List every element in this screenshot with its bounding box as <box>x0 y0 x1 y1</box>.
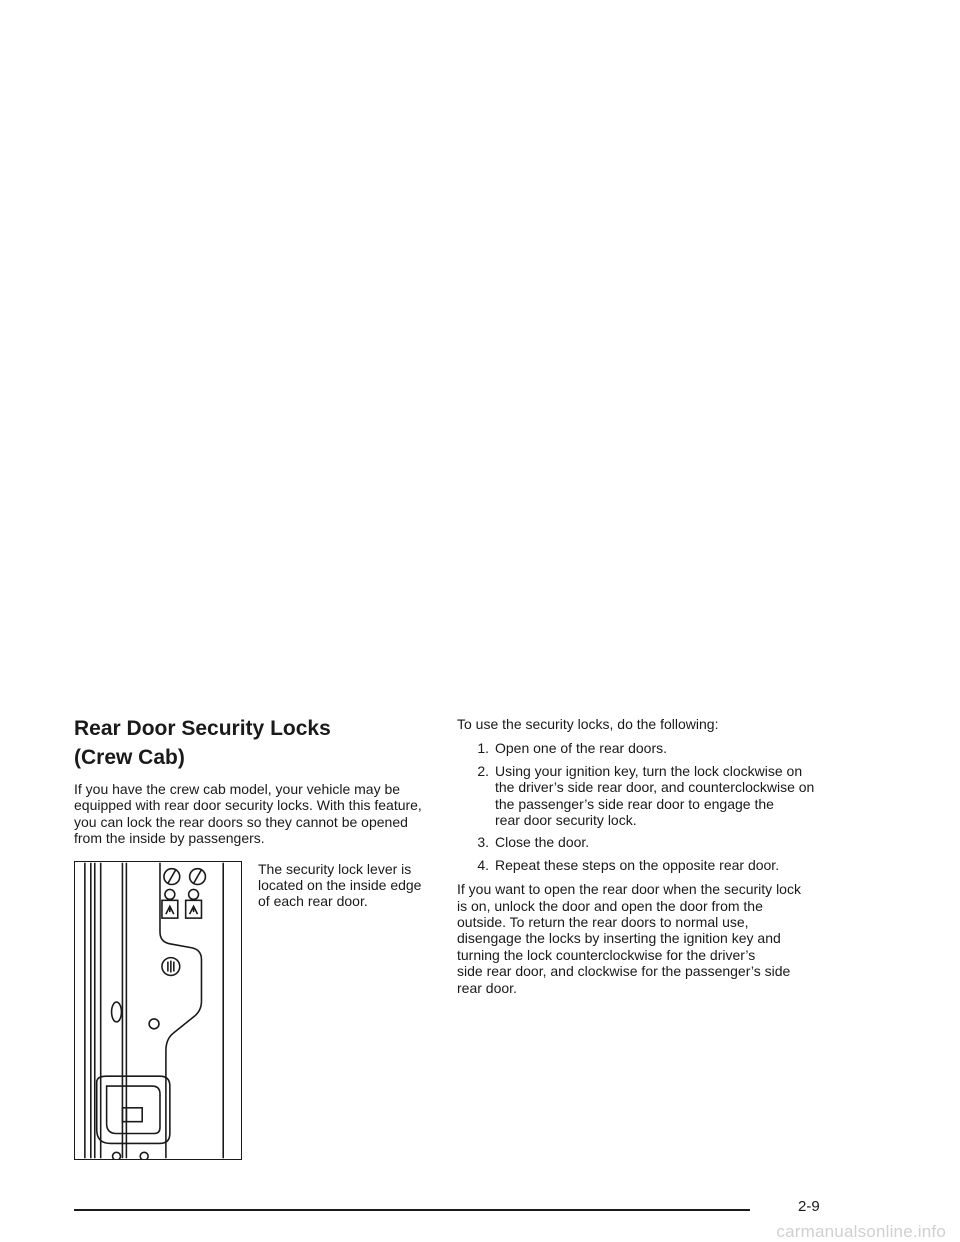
step-text: Close the door. <box>495 834 590 851</box>
list-item <box>457 763 832 829</box>
step-text: Open one of the rear doors. <box>495 740 667 757</box>
step-text: Repeat these steps on the opposite rear door. <box>495 856 780 873</box>
instructions-intro: To use the security locks, do the following: <box>457 716 719 732</box>
section-heading <box>74 714 444 772</box>
instruction-steps <box>457 740 832 873</box>
step-number: 4. <box>477 856 489 873</box>
list-item <box>457 834 832 850</box>
step-number: 3. <box>477 834 489 851</box>
right-column <box>457 716 832 996</box>
door-edge-drawing-icon <box>75 862 241 1159</box>
closing-paragraph: If you want to open the rear door when the security lock is on, unlock the door and open the door from the outside. To return the rear doors to normal use, disengage the locks by inserting the ignition key and turning the lock counterclockwise for the driver’s side rear door, and clockwise for the passenger’s side rear door. <box>457 881 801 996</box>
watermark: carmanualsonline.info <box>776 1222 946 1241</box>
heading-line-1: Rear Door Security Locks <box>74 717 331 740</box>
footer-rule <box>74 1209 750 1211</box>
heading-line-2: (Crew Cab) <box>74 746 185 769</box>
list-item <box>457 740 832 756</box>
step-number: 1. <box>477 740 489 757</box>
step-number: 2. <box>477 762 489 779</box>
left-column <box>74 714 444 1161</box>
page-number: 2-9 <box>798 1198 820 1215</box>
figure-caption: The security lock lever is located on the inside edge of each rear door. <box>258 860 422 910</box>
figure-row <box>74 861 444 1161</box>
list-item <box>457 857 832 873</box>
intro-paragraph: If you have the crew cab model, your vehicle may be equipped with rear door security locks. With this feature, you can lock the rear doors so they cannot be opened from the inside by passengers. <box>74 781 422 847</box>
door-lock-illustration <box>74 861 242 1160</box>
step-text: Using your ignition key, turn the lock clockwise on the driver’s side rear door, and counterclockwise on the passenger’s side rear door to engage the rear door security lock. <box>495 762 815 829</box>
